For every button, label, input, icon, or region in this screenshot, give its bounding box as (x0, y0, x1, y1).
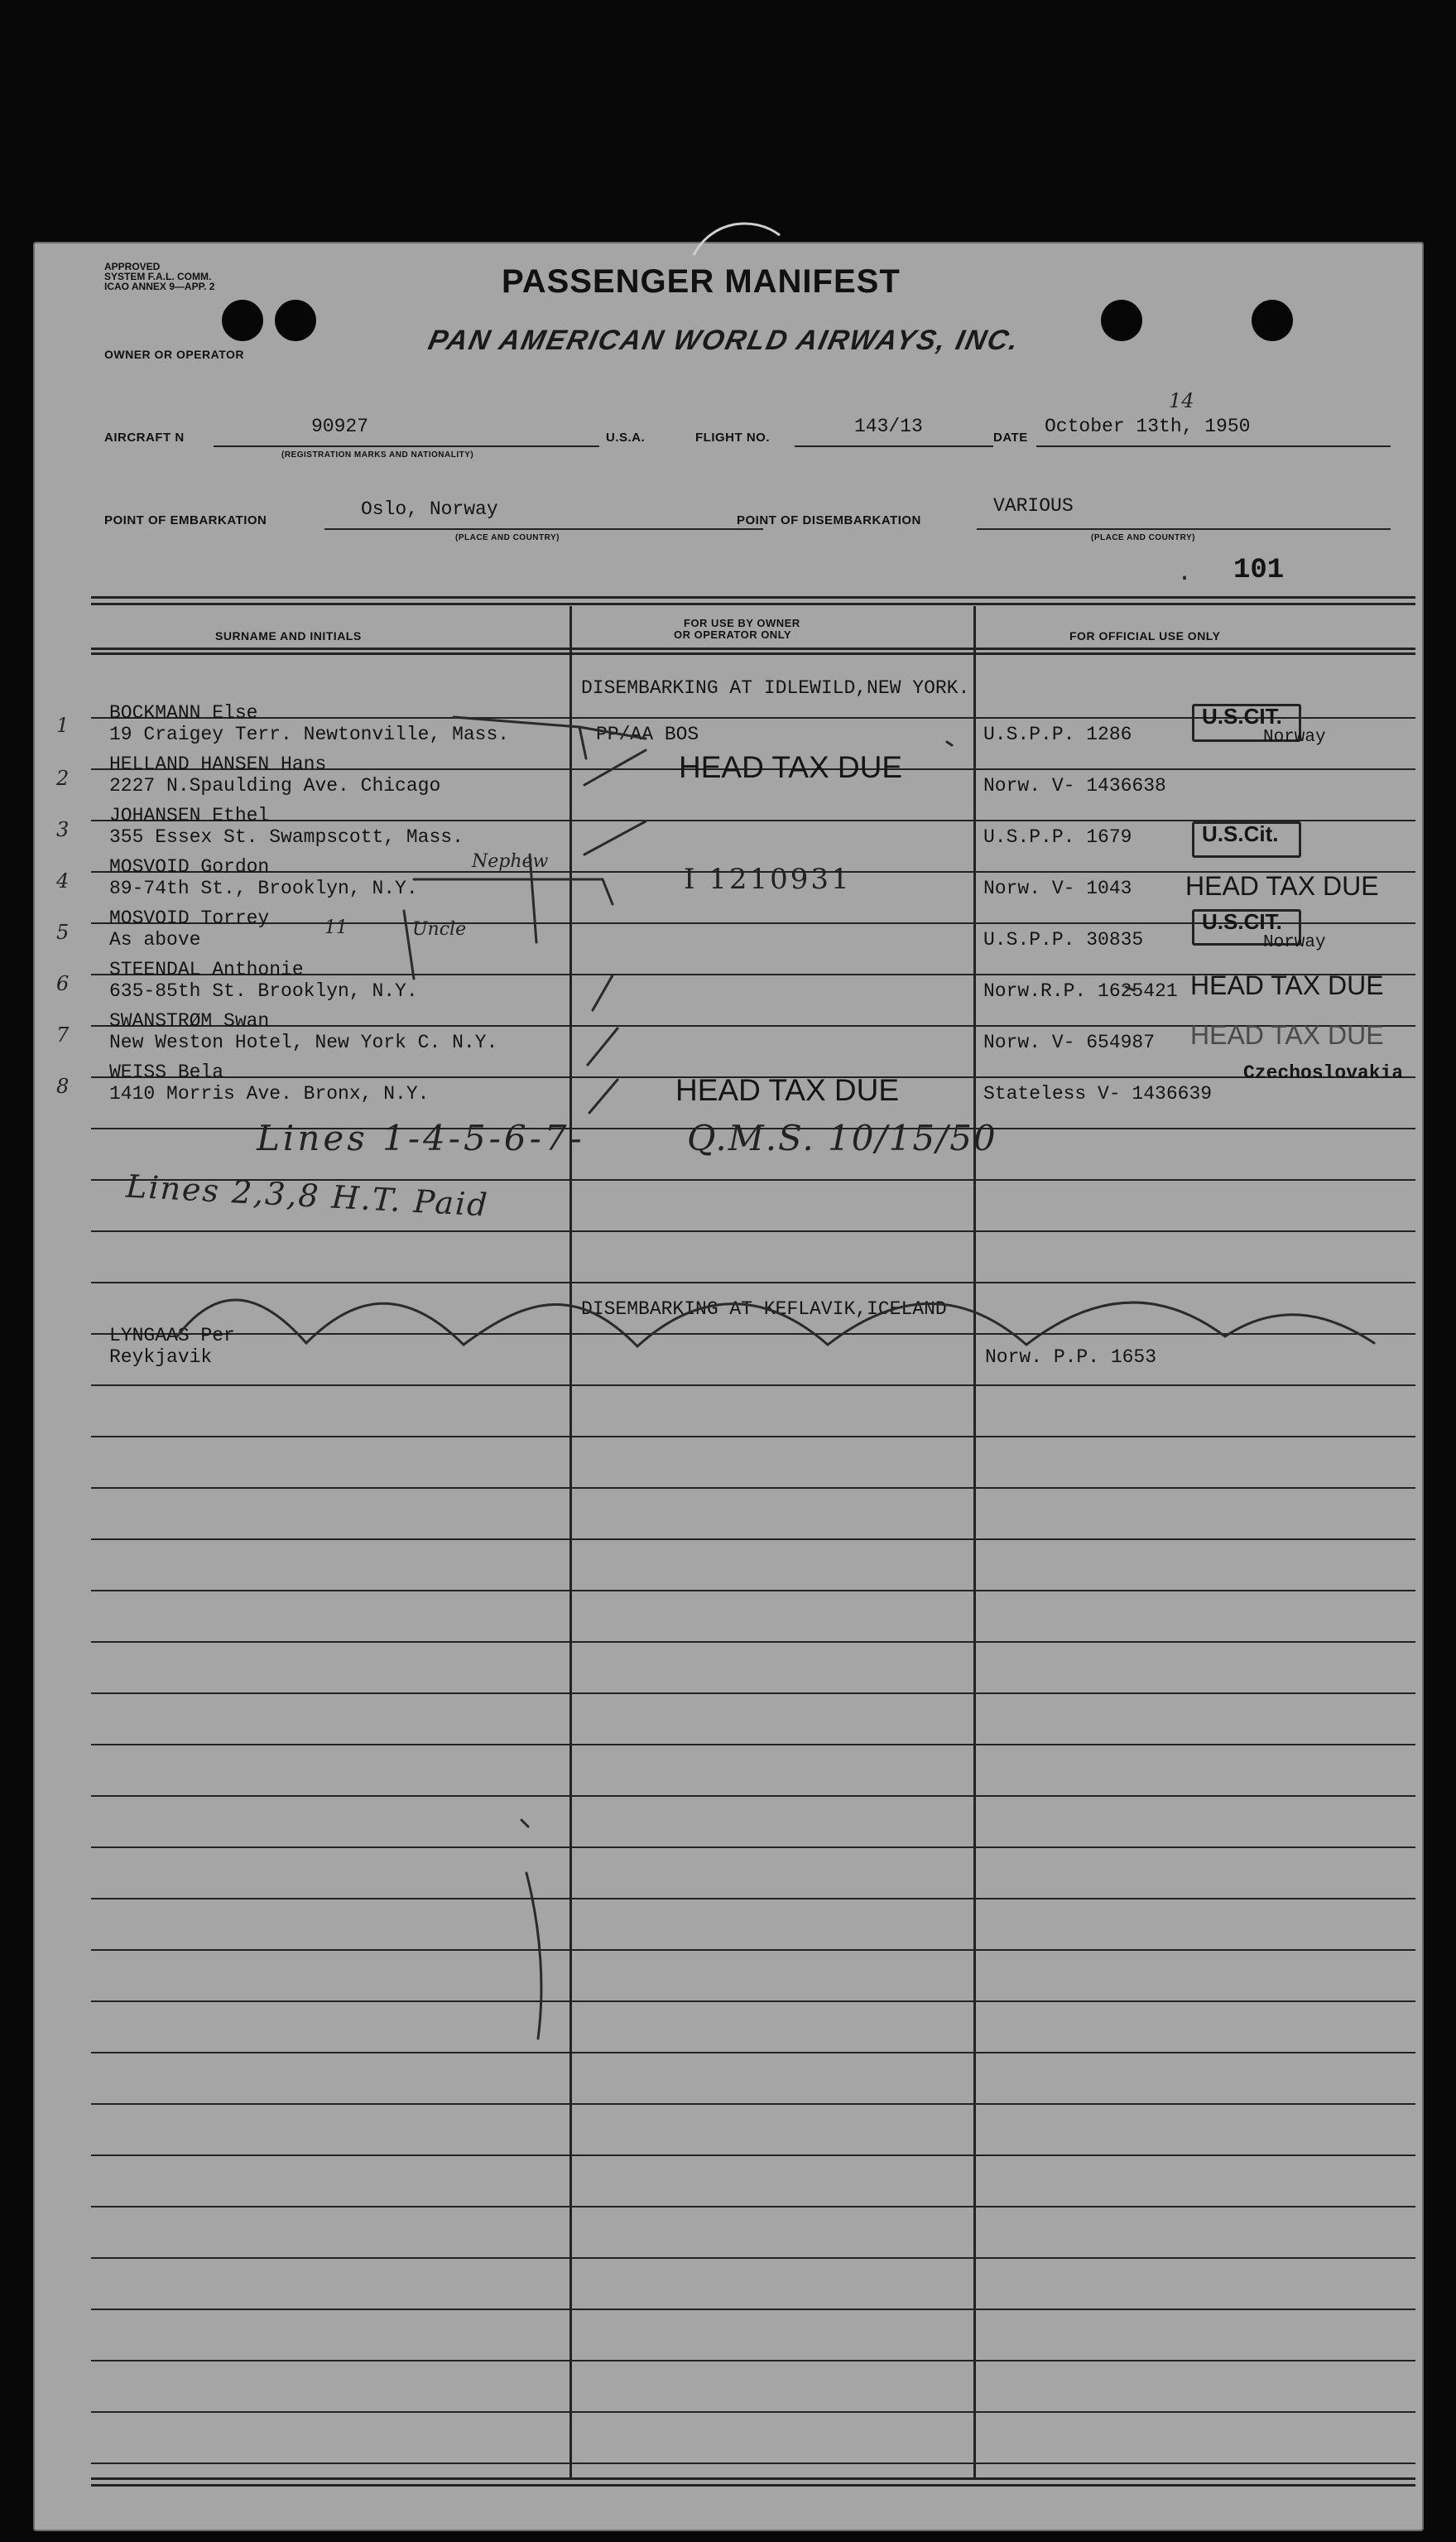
stray-mark (526, 1873, 541, 2039)
handwritten-signature: Q.M.S. 10/15/50 (687, 1118, 997, 1158)
sheet-number: 101 (1233, 555, 1285, 586)
travel-document: U.S.P.P. 1286 (983, 724, 1132, 745)
passenger-address: New Weston Hotel, New York C. N.Y. (109, 1032, 498, 1053)
passenger-name: JOHANSEN Ethel (109, 805, 270, 826)
owner-note: I 1210931 (684, 863, 852, 896)
row-number: 8 (56, 1075, 70, 1098)
embarkation-label: POINT OF EMBARKATION (104, 513, 267, 527)
passenger-address: 1410 Morris Ave. Bronx, N.Y. (109, 1083, 430, 1105)
passenger-name: MOSVOID Torrey (109, 908, 270, 929)
column-header-official: FOR OFFICIAL USE ONLY (1069, 629, 1221, 643)
approval-line-1: APPROVED (104, 261, 161, 272)
row-number: 5 (56, 921, 70, 944)
tick-mark (947, 742, 952, 745)
travel-document: Norw. V- 654987 (983, 1032, 1156, 1053)
passenger-name: SWANSTRØM Swan (109, 1010, 270, 1032)
travel-document: U.S.P.P. 30835 (983, 929, 1144, 951)
check-mark (584, 821, 646, 855)
pen-marks (33, 242, 1424, 2531)
row-number: 2 (56, 767, 70, 790)
passenger-name: MOSVOID Gordon (109, 856, 270, 878)
stamp-text: U.S.CIT. (1202, 909, 1282, 934)
registration-note: (REGISTRATION MARKS AND NATIONALITY) (281, 450, 474, 460)
stamp-text: U.S.CIT. (1202, 704, 1282, 729)
head-tax-stamp: HEAD TAX DUE (1190, 970, 1384, 1000)
embarkation-point: Oslo, Norway (361, 498, 498, 520)
travel-document: Norw. P.P. 1653 (985, 1346, 1157, 1368)
strike-through-scribble (177, 1300, 1374, 1346)
bracket-mark (530, 855, 536, 942)
place-note: (PLACE AND COUNTRY) (455, 533, 560, 542)
handwritten-relationship: Uncle (412, 919, 467, 940)
aircraft-number: 90927 (311, 416, 369, 437)
passenger-address: 2227 N.Spaulding Ave. Chicago (109, 775, 441, 797)
date-label: DATE (993, 431, 1028, 445)
passenger-name: STEENDAL Anthonie (109, 959, 304, 980)
travel-document: Norw. V- 1043 (983, 878, 1132, 899)
head-tax-stamp: HEAD TAX DUE (1185, 871, 1379, 901)
head-tax-stamp: HEAD TAX DUE (675, 1073, 900, 1107)
disembarkation-point: VARIOUS (993, 495, 1074, 517)
check-mark (454, 717, 646, 739)
column-header-owner-1: FOR USE BY OWNER (684, 617, 800, 629)
travel-document: Stateless V- 1436639 (983, 1083, 1213, 1105)
passenger-address: As above (109, 929, 201, 951)
handwritten-note-tax: Lines 2,3,8 H.T. Paid (125, 1167, 490, 1224)
sheet-mark: . (1177, 560, 1193, 588)
travel-document: Norw. V- 1436638 (983, 775, 1166, 797)
owner-label: OWNER OR OPERATOR (104, 348, 244, 361)
section-heading-idlewild: DISEMBARKING AT IDLEWILD,NEW YORK. (581, 677, 970, 699)
owner-note: PP/AA BOS (596, 724, 699, 745)
passenger-name: HELLAND HANSEN Hans (109, 753, 327, 775)
annotation: Norway (1263, 728, 1326, 747)
passenger-address: 89-74th St., Brooklyn, N.Y. (109, 878, 418, 899)
check-mark (584, 750, 646, 785)
row-number: 7 (56, 1023, 70, 1047)
flight-number: 143/13 (854, 416, 923, 437)
travel-document: Norw.R.P. 1625421 (983, 980, 1178, 1002)
passenger-name: BOCKMANN Else (109, 702, 258, 724)
passenger-address: 635-85th St. Brooklyn, N.Y. (109, 980, 418, 1002)
head-tax-stamp: HEAD TAX DUE (679, 750, 903, 784)
section-heading-keflavik: DISEMBARKING AT KEFLAVIK,ICELAND (581, 1298, 947, 1320)
handwritten-ditto: 11 (324, 917, 348, 938)
approval-line-2: SYSTEM F.A.L. COMM. (104, 271, 212, 282)
check-mark (593, 975, 613, 1010)
annotation: Norway (1263, 933, 1326, 952)
check-mark (579, 727, 586, 758)
aircraft-label: AIRCRAFT N (104, 431, 185, 445)
company-name: PAN AMERICAN WORLD AIRWAYS, INC. (425, 325, 1023, 356)
row-number: 6 (56, 972, 70, 995)
passenger-address: Reykjavik (109, 1346, 213, 1368)
approval-line-3: ICAO ANNEX 9—APP. 2 (104, 281, 215, 292)
date-correction: 14 (1169, 389, 1194, 412)
tick-mark (1126, 987, 1134, 990)
flight-label: FLIGHT NO. (695, 431, 770, 445)
check-mark (588, 1028, 617, 1065)
row-number: 3 (56, 818, 70, 841)
bracket-mark (404, 911, 414, 979)
check-mark (589, 1080, 617, 1113)
passenger-address: 19 Craigey Terr. Newtonville, Mass. (109, 724, 510, 745)
passenger-name: WEISS Bela (109, 1062, 224, 1083)
handwritten-note-lines: Lines 1-4-5-6-7- (257, 1118, 585, 1158)
place-note: (PLACE AND COUNTRY) (1091, 533, 1195, 542)
disembarkation-label: POINT OF DISEMBARKATION (737, 513, 921, 527)
page-title: PASSENGER MANIFEST (502, 263, 901, 300)
check-mark (414, 879, 613, 904)
country-label: U.S.A. (606, 431, 646, 445)
row-number: 1 (56, 714, 70, 737)
row-number: 4 (56, 869, 70, 893)
stamp-text: U.S.Cit. (1202, 821, 1279, 846)
manifest-sheet (33, 242, 1424, 2531)
handwritten-relationship: Nephew (472, 851, 549, 872)
flight-date: October 13th, 1950 (1045, 416, 1251, 437)
travel-document: U.S.P.P. 1679 (983, 826, 1132, 848)
head-tax-stamp: HEAD TAX DUE (1190, 1020, 1384, 1050)
column-header-owner-2: OR OPERATOR ONLY (674, 628, 792, 641)
annotation: Czechoslovakia (1243, 1062, 1404, 1084)
passenger-name: LYNGAAS Per (109, 1325, 235, 1346)
column-header-surname: SURNAME AND INITIALS (215, 629, 362, 643)
clip-mark (687, 212, 786, 262)
passenger-address: 355 Essex St. Swampscott, Mass. (109, 826, 464, 848)
stray-mark (521, 1820, 528, 1827)
